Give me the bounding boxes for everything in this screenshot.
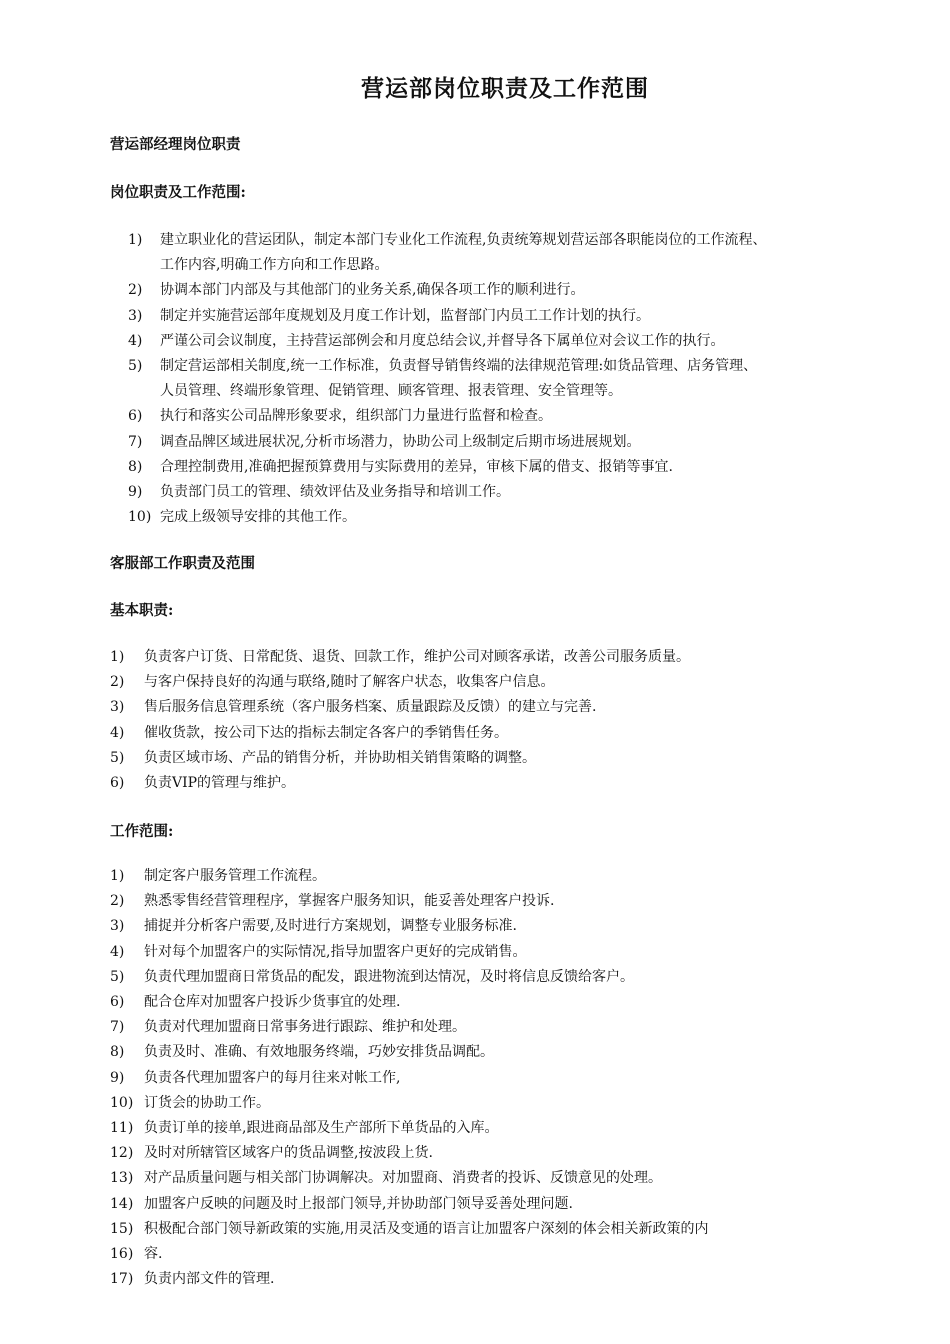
item-text: 针对每个加盟客户的实际情况,指导加盟客户更好的完成销售。	[144, 943, 527, 960]
item-number: 6)	[110, 775, 125, 792]
item-number: 8)	[128, 458, 143, 475]
list-item	[110, 1192, 708, 1217]
list-item	[128, 278, 766, 303]
list-item	[110, 695, 690, 720]
list-item	[128, 228, 766, 278]
item-number: 4)	[128, 332, 143, 349]
item-number: 10)	[128, 509, 152, 526]
list-item	[110, 670, 690, 695]
item-number: 7)	[110, 1019, 125, 1036]
document-title: 营运部岗位职责及工作范围	[361, 75, 649, 102]
item-text: 负责部门员工的管理、绩效评估及业务指导和培训工作。	[160, 484, 510, 501]
list-item	[110, 1141, 708, 1166]
item-number: 4)	[110, 943, 125, 960]
item-text: 积极配合部门领导新政策的实施,用灵活及变通的语言让加盟客户深刻的体会相关新政策的内	[144, 1220, 709, 1237]
list-item	[110, 889, 708, 914]
item-text: 与客户保持良好的沟通与联络,随时了解客户状态，收集客户信息。	[144, 674, 555, 691]
item-number: 16)	[110, 1246, 134, 1263]
item-text: 负责订单的接单,跟进商品部及生产部所下单货品的入库。	[144, 1120, 499, 1137]
list-item	[110, 914, 708, 939]
item-text: 人员管理、终端形象管理、促销管理、顾客管理、报表管理、安全管理等。	[160, 383, 622, 400]
item-text: 负责及时、准确、有效地服务终端，巧妙安排货品调配。	[144, 1044, 494, 1061]
item-text: 负责VIP的管理与维护。	[144, 775, 296, 792]
list-item	[110, 1242, 708, 1267]
item-number: 6)	[110, 994, 125, 1011]
item-text: 建立职业化的营运团队，制定本部门专业化工作流程,负责统筹规划营运部各职能岗位的工作流程、	[160, 232, 767, 248]
item-number: 9)	[110, 1069, 125, 1086]
item-text: 工作内容,明确工作方向和工作思路。	[160, 257, 389, 274]
section2-subheading: 基本职责:	[110, 602, 174, 619]
item-text: 负责对代理加盟商日常事务进行跟踪、维护和处理。	[144, 1019, 466, 1036]
item-number: 3)	[110, 918, 125, 935]
list-item	[128, 430, 766, 455]
item-number: 5)	[110, 968, 125, 985]
list-item	[128, 304, 766, 329]
list-item	[128, 404, 766, 429]
item-number: 3)	[128, 307, 143, 324]
item-number: 2)	[128, 282, 143, 299]
list-item	[128, 329, 766, 354]
list-item	[128, 354, 766, 404]
list-item	[110, 645, 690, 670]
list-item	[110, 1040, 708, 1065]
item-text: 调查品牌区域进展状况,分析市场潜力，协助公司上级制定后期市场进展规划。	[160, 433, 641, 450]
item-text: 捕捉并分析客户需要,及时进行方案规划，调整专业服务标准.	[144, 918, 517, 935]
list-item	[110, 721, 690, 746]
list-item	[110, 1217, 708, 1242]
item-text: 催收货款，按公司下达的指标去制定各客户的季销售任务。	[144, 724, 508, 741]
item-text: 负责内部文件的管理.	[144, 1271, 275, 1288]
item-text: 协调本部门内部及与其他部门的业务关系,确保各项工作的顺利进行。	[160, 282, 585, 299]
item-number: 5)	[110, 749, 125, 766]
item-number: 13)	[110, 1170, 134, 1187]
item-text: 负责客户订货、日常配货、退货、回款工作，维护公司对顾客承诺，改善公司服务质量。	[144, 649, 690, 665]
list-item	[110, 1267, 708, 1292]
list-item	[110, 1066, 708, 1091]
item-number: 8)	[110, 1044, 125, 1061]
item-text: 容.	[144, 1246, 163, 1263]
item-number: 17)	[110, 1271, 134, 1288]
item-number: 10)	[110, 1094, 134, 1111]
list-item	[110, 1116, 708, 1141]
list-item	[128, 455, 766, 480]
list-item	[110, 864, 708, 889]
item-text: 执行和落实公司品牌形象要求，组织部门力量进行监督和检查。	[160, 408, 552, 425]
section1-subheading: 岗位职责及工作范围:	[110, 184, 246, 201]
list-item	[110, 1166, 708, 1191]
item-text: 负责各代理加盟客户的每月往来对帐工作,	[144, 1069, 401, 1086]
list-item	[110, 1015, 708, 1040]
item-number: 3)	[110, 699, 125, 716]
item-text: 对产品质量问题与相关部门协调解决。对加盟商、消费者的投诉、反馈意见的处理。	[144, 1170, 662, 1187]
item-text: 熟悉零售经营管理程序，掌握客户服务知识，能妥善处理客户投诉.	[144, 893, 555, 910]
item-text: 负责区域市场、产品的销售分析，并协助相关销售策略的调整。	[144, 749, 536, 766]
item-text: 制定客户服务管理工作流程。	[144, 868, 326, 884]
list-item	[110, 1091, 708, 1116]
item-text: 订货会的协助工作。	[144, 1094, 270, 1111]
item-number: 15)	[110, 1220, 134, 1237]
list-item	[110, 940, 708, 965]
section1-list	[128, 228, 766, 530]
item-number: 7)	[128, 433, 143, 450]
item-text: 制定营运部相关制度,统一工作标准，负责督导销售终端的法律规范管理:如货品管理、店务管理、	[160, 358, 758, 375]
item-number: 2)	[110, 893, 125, 910]
section1-heading: 营运部经理岗位职责	[110, 136, 241, 153]
item-text: 配合仓库对加盟客户投诉少货事宜的处理.	[144, 994, 401, 1011]
item-text: 合理控制费用,准确把握预算费用与实际费用的差异，审核下属的借支、报销等事宜.	[160, 458, 673, 475]
item-number: 9)	[128, 484, 143, 501]
item-number: 1)	[110, 649, 125, 665]
item-number: 5)	[128, 358, 143, 375]
list-item	[110, 965, 708, 990]
item-text: 制定并实施营运部年度规划及月度工作计划，监督部门内员工工作计划的执行。	[160, 307, 650, 324]
item-text: 加盟客户反映的问题及时上报部门领导,并协助部门领导妥善处理问题.	[144, 1195, 573, 1212]
item-text: 负责代理加盟商日常货品的配发，跟进物流到达情况，及时将信息反馈给客户。	[144, 968, 634, 985]
list-item	[110, 746, 690, 771]
item-number: 14)	[110, 1195, 134, 1212]
item-text: 售后服务信息管理系统（客户服务档案、质量跟踪及反馈）的建立与完善.	[144, 699, 597, 716]
item-number: 11)	[110, 1120, 134, 1137]
item-number: 1)	[110, 868, 125, 884]
section3-subheading: 工作范围:	[110, 823, 174, 840]
list-item	[110, 771, 690, 796]
section2-list	[110, 645, 690, 796]
item-text: 及时对所辖管区域客户的货品调整,按波段上货.	[144, 1145, 433, 1162]
section3-list	[110, 864, 708, 1292]
item-number: 6)	[128, 408, 143, 425]
list-item	[110, 990, 708, 1015]
item-number: 4)	[110, 724, 125, 741]
list-item	[128, 480, 766, 505]
item-text: 完成上级领导安排的其他工作。	[160, 509, 356, 526]
list-item	[128, 505, 766, 530]
item-number: 12)	[110, 1145, 134, 1162]
item-text: 严谨公司会议制度，主持营运部例会和月度总结会议,并督导各下属单位对会议工作的执行。	[160, 332, 725, 349]
item-number: 1)	[128, 232, 143, 248]
item-number: 2)	[110, 674, 125, 691]
section2-heading: 客服部工作职责及范围	[110, 555, 255, 572]
